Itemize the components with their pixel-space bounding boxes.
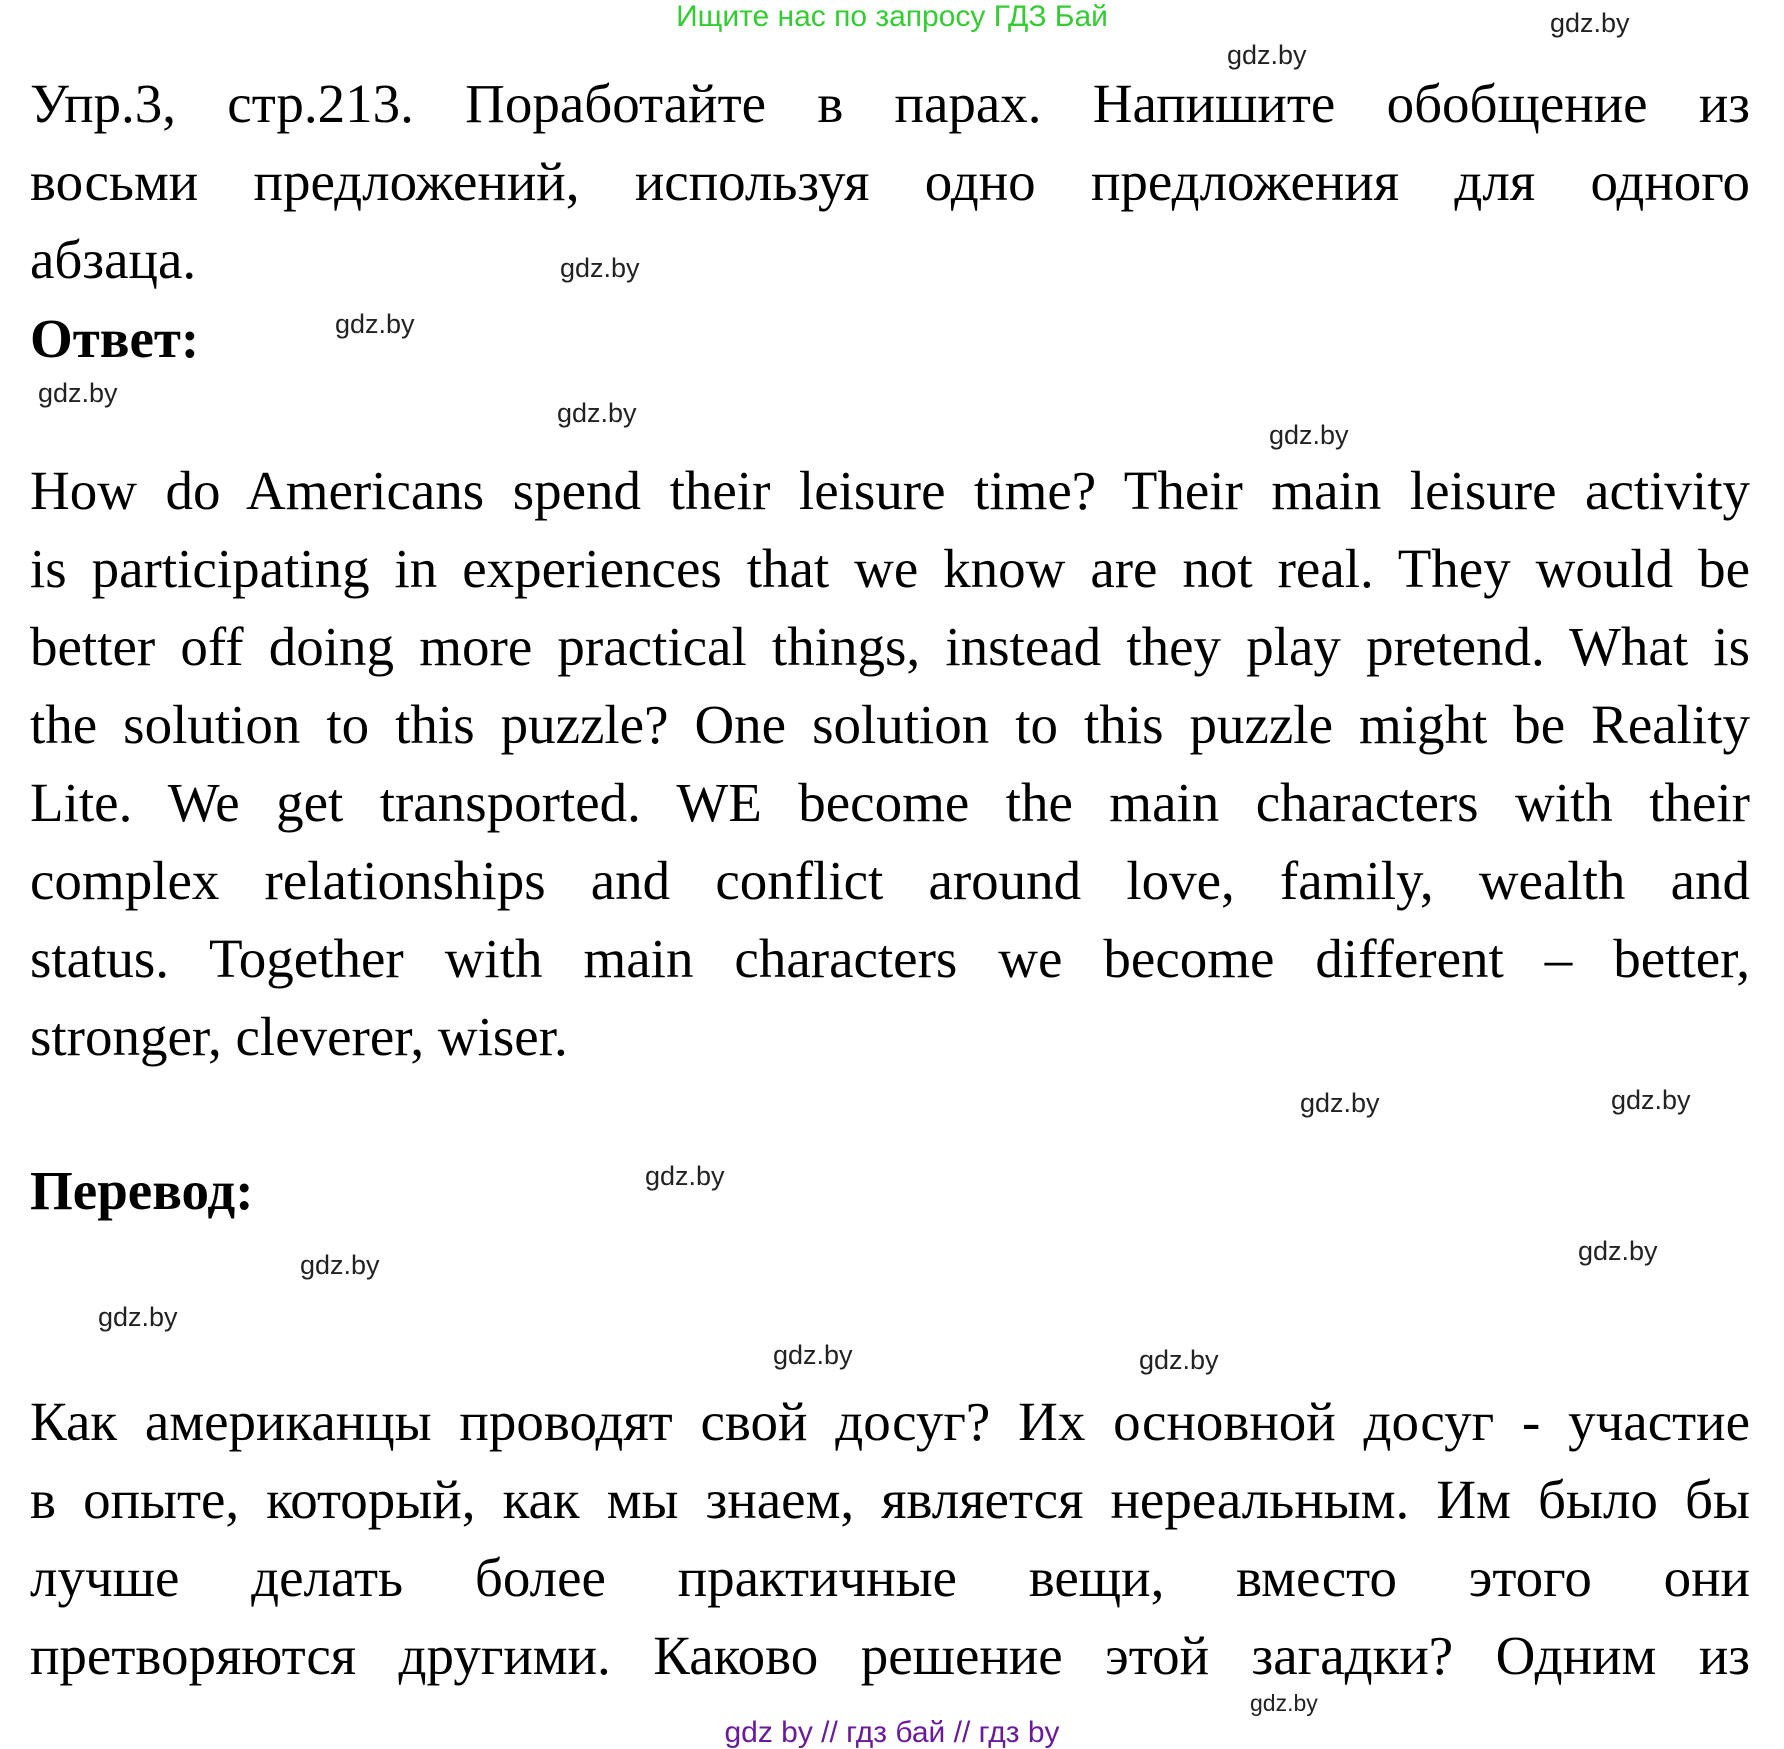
translation-line: лучше делать более практичные вещи, вместо этого они [30,1547,1750,1608]
translation-line: в опыте, который, как мы знаем, является нереальным. Им было бы [30,1469,1750,1530]
watermark: gdz.by [38,378,118,408]
answer-heading: Ответ: [30,308,200,369]
watermark: gdz.by [1300,1088,1380,1118]
answer-line: stronger, cleverer, wiser. [30,1006,568,1067]
translation-line: Как американцы проводят свой досуг? Их основной досуг - участие [30,1391,1750,1452]
watermark: gdz.by [557,398,637,428]
watermark: gdz.by [300,1250,380,1280]
watermark: gdz.by [1227,40,1307,70]
watermark: gdz.by [1611,1085,1691,1115]
footer-links: gdz by // гдз бай // гдз by [724,1716,1060,1749]
answer-line: Lite. We get transported. WE become the main characters with their [30,772,1750,833]
task-line: Упр.3, стр.213. Поработайте в парах. Напишите обобщение из [30,73,1750,134]
task-line: восьми предложений, используя одно предложения для одного [30,151,1750,212]
answer-line: is participating in experiences that we know are not real. They would be [30,538,1750,599]
answer-line: status. Together with main characters we become different – better, [30,928,1750,989]
translation-heading: Перевод: [30,1160,254,1221]
watermark: gdz.by [1250,1690,1318,1716]
answer-line: better off doing more practical things, instead they play pretend. What is [30,616,1750,677]
watermark: gdz.by [645,1161,725,1191]
answer-line: complex relationships and conflict around love, family, wealth and [30,850,1750,911]
watermark: gdz.by [98,1302,178,1332]
watermark: gdz.by [1550,8,1630,38]
answer-line: the solution to this puzzle? One solution to this puzzle might be Reality [30,694,1750,755]
watermark: gdz.by [560,253,640,283]
translation-line: претворяются другими. Каково решение этой загадки? Одним из [30,1625,1750,1686]
answer-line: How do Americans spend their leisure time? Their main leisure activity [30,460,1750,521]
watermark: gdz.by [335,309,415,339]
watermark: gdz.by [1139,1345,1219,1375]
task-line: абзаца. [30,229,197,290]
watermark: gdz.by [1269,420,1349,450]
search-hint-banner: Ищите нас по запросу ГДЗ Бай [676,0,1108,33]
watermark: gdz.by [1578,1236,1658,1266]
watermark: gdz.by [773,1340,853,1370]
